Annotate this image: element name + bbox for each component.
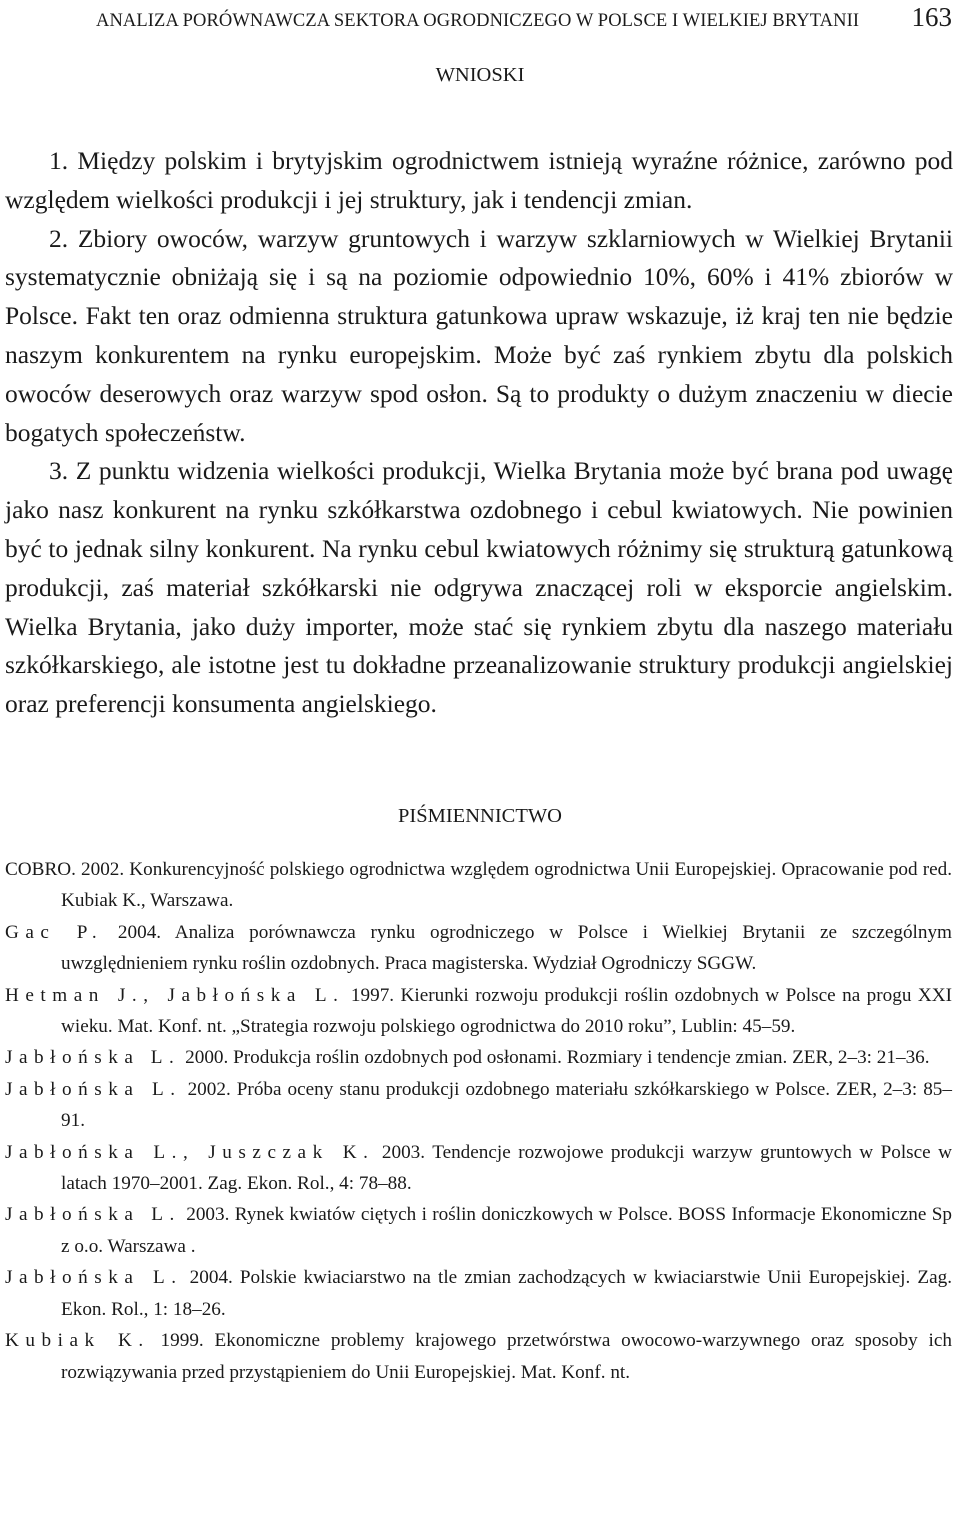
reference-author: Jabłońska L. bbox=[5, 1078, 182, 1100]
reference-author: Jabłońska L. bbox=[5, 1047, 181, 1069]
reference-author: Jabłońska L. bbox=[5, 1267, 183, 1289]
reference-entry bbox=[5, 917, 952, 980]
reference-text: 2000. Produkcja roślin ozdobnych pod osłonami. Rozmiary i tendencje zmian. ZER, 2–3: 21–36. bbox=[180, 1047, 930, 1069]
reference-text: 1997. Kierunki rozwoju produkcji roślin ozdobnych w Polsce na progu XXI wieku. Mat. Konf. nt. „Strategia rozwoju polskiego ogrodnictwa do 2010 roku”, Lublin: 45–59. bbox=[61, 984, 952, 1038]
reference-entry bbox=[5, 1262, 952, 1325]
page-number: 163 bbox=[911, 2, 952, 32]
reference-entry bbox=[5, 1074, 952, 1137]
conclusions-heading: WNIOSKI bbox=[435, 64, 525, 86]
running-title: ANALIZA PORÓWNAWCZA SEKTORA OGRODNICZEGO W POLSCE I WIELKIEJ BRYTANII bbox=[96, 11, 860, 31]
reference-author: Hetman J., Jabłońska L. bbox=[5, 984, 345, 1006]
conclusion-paragraph: 3. Z punktu widzenia wielkości produkcji, Wielka Brytania może być brana pod uwagę jako nasz konkurent na rynku szkółkarstwa ozdobnego i cebul kwiatowych. Nie powinien być to jednak silny konkurent. Na rynku cebul kwiatowych różnimy się strukturą gatunkową produkcji, zaś materiał szkółkarski nie odgrywa znaczącej roli w eksporcie angielskim. Wielka Brytania, jako duży importer, może stać się rynkiem zbytu dla naszego materiału szkółkarskiego, ale istotne jest tu dokładne przeanalizowanie struktury produkcji angielskiej oraz preferencji konsumenta angielskiego. bbox=[5, 456, 953, 719]
reference-entry bbox=[5, 854, 952, 917]
reference-author: Jabłońska L. bbox=[5, 1204, 181, 1226]
reference-entry bbox=[5, 980, 952, 1043]
references-list bbox=[5, 854, 952, 1388]
reference-entry bbox=[5, 1137, 952, 1200]
reference-text: 2004. Polskie kwiaciarstwo na tle zmian zachodzących w kwiaciarstwie Unii Europejskiej. Zag. Ekon. Rol., 1: 18–26. bbox=[61, 1267, 952, 1320]
conclusion-paragraph: 1. Między polskim i brytyjskim ogrodnictwem istnieją wyraźne różnice, zarówno pod względem wielkości produkcji i jej struktury, jak i tendencji zmian. bbox=[5, 146, 953, 214]
conclusions-body bbox=[5, 142, 953, 724]
references-heading: PIŚMIENNICTWO bbox=[398, 805, 562, 827]
reference-author: Jabłońska L., Juszczak K. bbox=[5, 1141, 375, 1163]
reference-entry bbox=[5, 1042, 952, 1073]
conclusion-paragraph: 2. Zbiory owoców, warzyw gruntowych i warzyw szklarniowych w Wielkiej Brytanii systematycznie obniżają się i są na poziomie odpowiednio 10%, 60% i 41% zbiorów w Polsce. Fakt ten oraz odmienna struktura gatunkowa upraw wskazuje, iż kraj ten nie będzie naszym konkurentem na rynku europejskim. Może być zaś rynkiem zbytu dla polskich owoców deserowych oraz warzyw spod osłon. Są to produkty o dużym znaczeniu w diecie bogatych społeczeństw. bbox=[5, 223, 953, 447]
reference-text: 2003. Tendencje rozwojowe produkcji warzyw gruntowych w Polsce w latach 1970–2001. Zag. Ekon. Rol., 4: 78–88. bbox=[61, 1141, 952, 1195]
reference-entry bbox=[5, 1199, 952, 1262]
reference-text: 2004. Analiza porównawcza rynku ogrodniczego w Polsce i Wielkiej Brytanii ze szczególnym uwzględnieniem rynku roślin ozdobnych. Praca magisterska. Wydział Ogrodniczy SGGW. bbox=[61, 921, 952, 975]
reference-entry bbox=[5, 1325, 952, 1388]
reference-text: 2002. Konkurencyjność polskiego ogrodnictwa względem ogrodnictwa Unii Europejskiej. Opracowanie pod red. Kubiak K., Warszawa. bbox=[61, 859, 952, 912]
reference-text: 2003. Rynek kwiatów ciętych i roślin doniczkowych w Polsce. BOSS Informacje Ekonomiczne Sp z o.o. Warszawa . bbox=[61, 1204, 953, 1257]
reference-text: 1999. Ekonomiczne problemy krajowego przetwórstwa owocowo-warzywnego oraz sposoby ich rozwiązywania przed przystąpieniem do Unii Europejskiej. Mat. Konf. nt. bbox=[61, 1330, 952, 1383]
reference-author: Gac P. bbox=[5, 921, 104, 943]
reference-text: 2002. Próba oceny stanu produkcji ozdobnego materiału szkółkarskiego w Polsce. ZER, 2–3: 85–91. bbox=[61, 1078, 952, 1132]
reference-author: Kubiak K. bbox=[5, 1330, 150, 1352]
running-header bbox=[96, 2, 952, 34]
reference-author: COBRO. bbox=[5, 859, 76, 880]
